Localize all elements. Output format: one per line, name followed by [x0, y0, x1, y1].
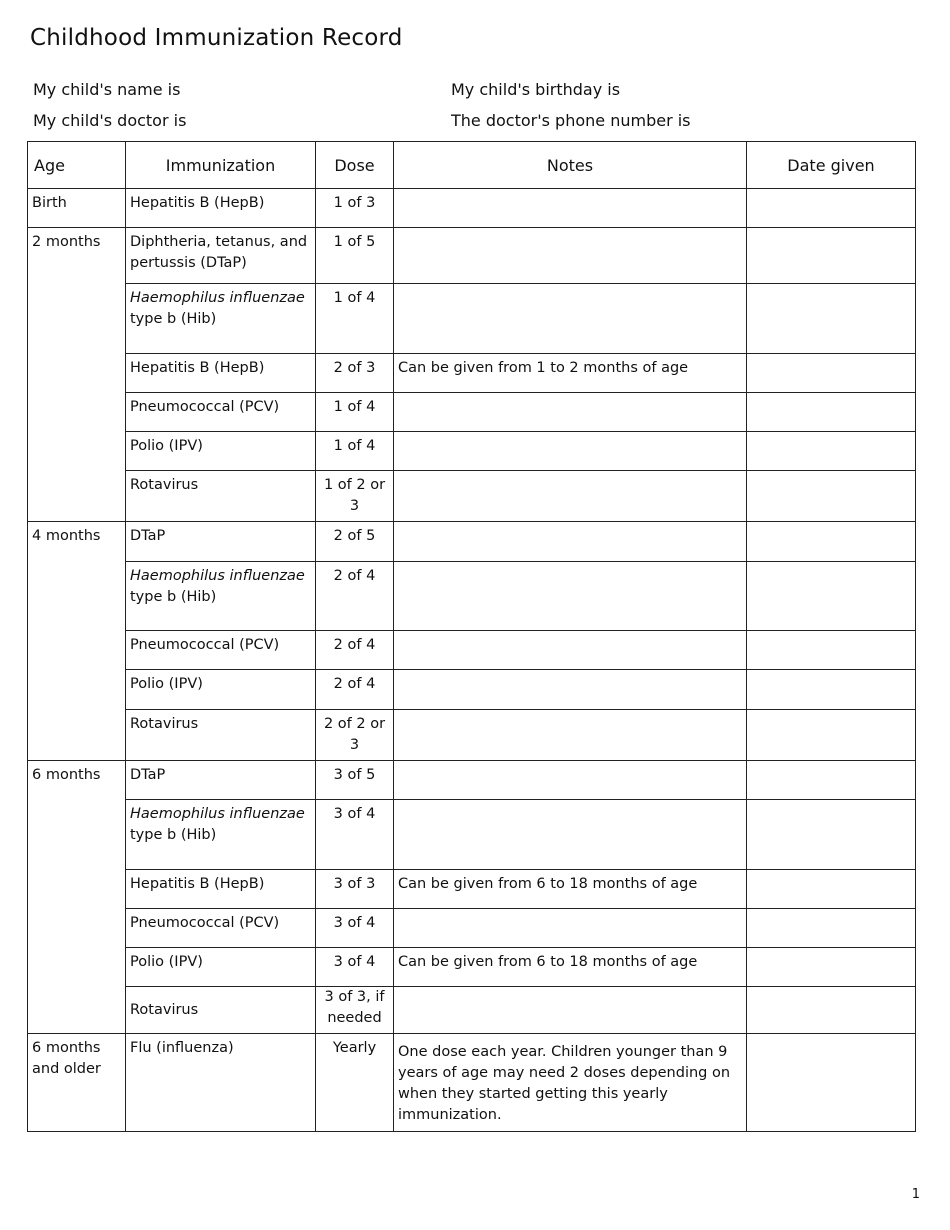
table-row	[28, 761, 916, 800]
table-row	[28, 800, 916, 870]
immunization-suffix: type b (Hib)	[130, 589, 217, 605]
immunization-italic: Haemophilus influenzae	[130, 568, 305, 584]
dose-cell: 3 of 3, if needed	[316, 987, 394, 1034]
immunization-table	[27, 141, 916, 1132]
dose-cell: 3 of 3	[316, 870, 394, 909]
date-given-cell[interactable]	[747, 948, 916, 987]
notes-cell	[394, 471, 747, 522]
dose-cell: 2 of 2 or 3	[316, 710, 394, 761]
table-row	[28, 562, 916, 631]
table-row	[28, 354, 916, 393]
doctor-label: My child's doctor is	[33, 111, 187, 130]
immunization-cell: Diphtheria, tetanus, and pertussis (DTaP)	[126, 228, 316, 284]
header-immunization: Immunization	[126, 142, 316, 189]
table-row	[28, 948, 916, 987]
immunization-cell: Rotavirus	[126, 471, 316, 522]
dose-cell: Yearly	[316, 1034, 394, 1132]
immunization-cell: Flu (influenza)	[126, 1034, 316, 1132]
dose-cell: 2 of 5	[316, 522, 394, 562]
date-given-cell[interactable]	[747, 710, 916, 761]
immunization-suffix: type b (Hib)	[130, 311, 217, 327]
notes-cell	[394, 670, 747, 710]
immunization-cell: Pneumococcal (PCV)	[126, 909, 316, 948]
date-given-cell[interactable]	[747, 909, 916, 948]
date-given-cell[interactable]	[747, 670, 916, 710]
header-row	[28, 142, 916, 189]
dose-cell: 1 of 2 or 3	[316, 471, 394, 522]
age-cell: 4 months	[28, 522, 126, 761]
date-given-cell[interactable]	[747, 522, 916, 562]
immunization-cell: Polio (IPV)	[126, 948, 316, 987]
header-dose: Dose	[316, 142, 394, 189]
age-cell: 6 months	[28, 761, 126, 1034]
dose-cell: 3 of 4	[316, 909, 394, 948]
immunization-cell	[126, 562, 316, 631]
notes-cell	[394, 432, 747, 471]
dose-cell: 1 of 4	[316, 393, 394, 432]
notes-cell	[394, 284, 747, 354]
header-age: Age	[28, 142, 126, 189]
dose-cell: 3 of 5	[316, 761, 394, 800]
dose-cell: 1 of 5	[316, 228, 394, 284]
table-row	[28, 909, 916, 948]
date-given-cell[interactable]	[747, 228, 916, 284]
table-row	[28, 432, 916, 471]
immunization-cell: Hepatitis B (HepB)	[126, 870, 316, 909]
date-given-cell[interactable]	[747, 987, 916, 1034]
child-name-label: My child's name is	[33, 80, 181, 99]
notes-cell	[394, 562, 747, 631]
notes-cell	[394, 522, 747, 562]
immunization-cell: DTaP	[126, 761, 316, 800]
date-given-cell[interactable]	[747, 354, 916, 393]
dose-cell: 2 of 4	[316, 562, 394, 631]
date-given-cell[interactable]	[747, 631, 916, 670]
child-birthday-label: My child's birthday is	[451, 80, 621, 99]
notes-cell: Can be given from 6 to 18 months of age	[394, 870, 747, 909]
notes-cell	[394, 631, 747, 670]
immunization-cell: Rotavirus	[126, 987, 316, 1034]
table-row	[28, 710, 916, 761]
date-given-cell[interactable]	[747, 189, 916, 228]
table-row	[28, 987, 916, 1034]
page-number: 1	[911, 1187, 920, 1202]
immunization-italic: Haemophilus influenzae	[130, 290, 305, 306]
date-given-cell[interactable]	[747, 761, 916, 800]
table-row	[28, 522, 916, 562]
notes-cell	[394, 710, 747, 761]
table-row	[28, 284, 916, 354]
immunization-cell: Hepatitis B (HepB)	[126, 189, 316, 228]
date-given-cell[interactable]	[747, 562, 916, 631]
dose-cell: 3 of 4	[316, 800, 394, 870]
dose-cell: 2 of 3	[316, 354, 394, 393]
table-row	[28, 631, 916, 670]
doctor-phone-label: The doctor's phone number is	[451, 111, 691, 130]
notes-cell	[394, 189, 747, 228]
table-row	[28, 189, 916, 228]
immunization-cell: Polio (IPV)	[126, 432, 316, 471]
notes-cell	[394, 393, 747, 432]
immunization-italic: Haemophilus influenzae	[130, 806, 305, 822]
immunization-cell: Rotavirus	[126, 710, 316, 761]
date-given-cell[interactable]	[747, 1034, 916, 1132]
age-cell: Birth	[28, 189, 126, 228]
table-row	[28, 228, 916, 284]
date-given-cell[interactable]	[747, 800, 916, 870]
date-given-cell[interactable]	[747, 870, 916, 909]
date-given-cell[interactable]	[747, 471, 916, 522]
date-given-cell[interactable]	[747, 284, 916, 354]
immunization-suffix: type b (Hib)	[130, 827, 217, 843]
header-date-given: Date given	[747, 142, 916, 189]
notes-cell	[394, 800, 747, 870]
age-cell: 2 months	[28, 228, 126, 522]
table-row	[28, 870, 916, 909]
notes-cell: Can be given from 1 to 2 months of age	[394, 354, 747, 393]
age-cell: 6 months and older	[28, 1034, 126, 1132]
immunization-cell	[126, 284, 316, 354]
notes-cell: Can be given from 6 to 18 months of age	[394, 948, 747, 987]
dose-cell: 1 of 4	[316, 432, 394, 471]
dose-cell: 3 of 4	[316, 948, 394, 987]
dose-cell: 1 of 4	[316, 284, 394, 354]
notes-cell	[394, 228, 747, 284]
immunization-cell: Pneumococcal (PCV)	[126, 393, 316, 432]
dose-cell: 2 of 4	[316, 631, 394, 670]
table-row	[28, 670, 916, 710]
notes-cell	[394, 909, 747, 948]
header-notes: Notes	[394, 142, 747, 189]
notes-cell: One dose each year. Children younger than 9 years of age may need 2 doses depending on when they started getting this yearly immunization.	[394, 1034, 747, 1132]
table-row	[28, 471, 916, 522]
immunization-cell: Polio (IPV)	[126, 670, 316, 710]
table-row	[28, 1034, 916, 1132]
table-row	[28, 393, 916, 432]
immunization-cell: Hepatitis B (HepB)	[126, 354, 316, 393]
dose-cell: 1 of 3	[316, 189, 394, 228]
notes-cell	[394, 761, 747, 800]
notes-cell	[394, 987, 747, 1034]
date-given-cell[interactable]	[747, 393, 916, 432]
immunization-cell: DTaP	[126, 522, 316, 562]
dose-cell: 2 of 4	[316, 670, 394, 710]
immunization-cell: Pneumococcal (PCV)	[126, 631, 316, 670]
immunization-cell	[126, 800, 316, 870]
date-given-cell[interactable]	[747, 432, 916, 471]
page-title: Childhood Immunization Record	[30, 25, 403, 51]
